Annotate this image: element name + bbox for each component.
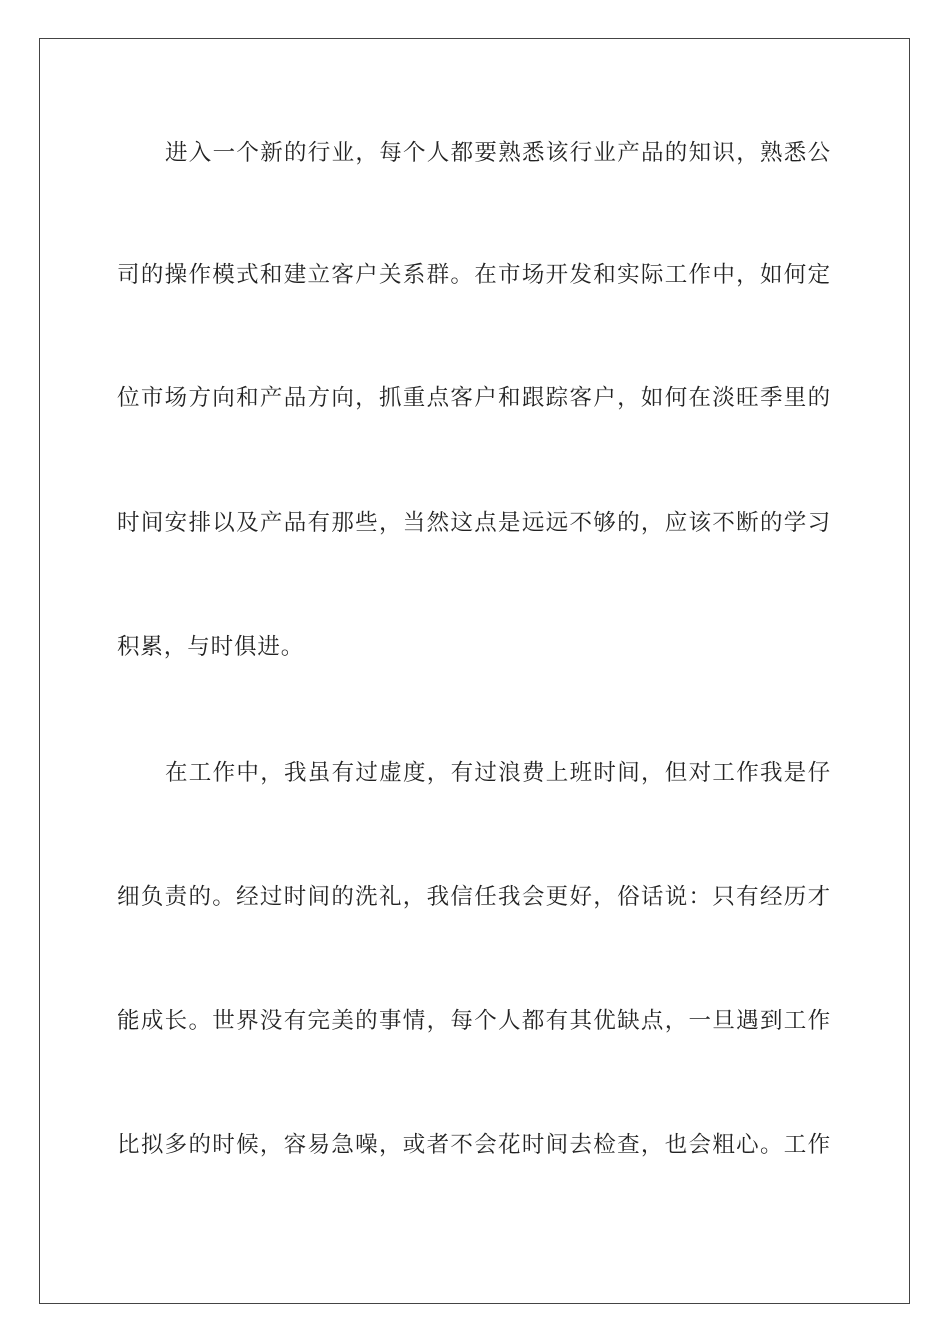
paragraph-line: 进入一个新的行业，每个人都要熟悉该行业产品的知识，熟悉公 [165, 140, 831, 166]
paragraph-line: 能成长。世界没有完美的事情，每个人都有其优缺点，一旦遇到工作 [117, 1008, 831, 1034]
paragraph-line: 位市场方向和产品方向，抓重点客户和跟踪客户，如何在淡旺季里的 [117, 385, 831, 411]
page-border [39, 38, 910, 1304]
paragraph-line: 时间安排以及产品有那些，当然这点是远远不够的，应该不断的学习 [117, 510, 831, 536]
paragraph-line: 细负责的。经过时间的洗礼，我信任我会更好，俗话说：只有经历才 [117, 884, 831, 910]
paragraph-line: 在工作中，我虽有过虚度，有过浪费上班时间，但对工作我是仔 [165, 760, 831, 786]
paragraph-line: 积累，与时俱进。 [117, 634, 305, 660]
paragraph-line: 司的操作模式和建立客户关系群。在市场开发和实际工作中，如何定 [117, 262, 831, 288]
paragraph-line: 比拟多的时候，容易急噪，或者不会花时间去检查，也会粗心。工作 [117, 1132, 831, 1158]
